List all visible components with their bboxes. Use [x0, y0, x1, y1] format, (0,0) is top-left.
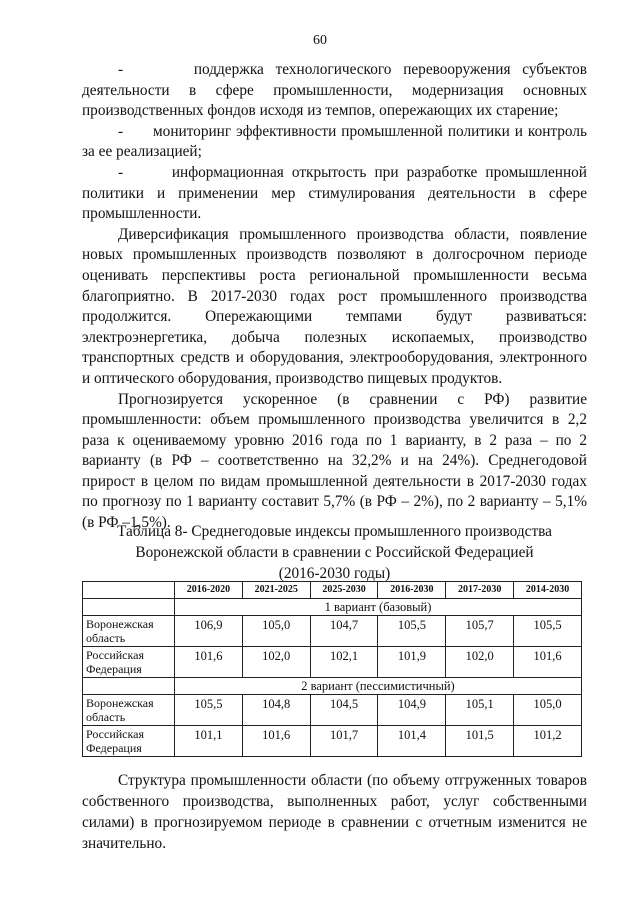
page-number: 60: [313, 33, 327, 48]
value-cell: 105,5: [175, 695, 243, 726]
value-cell: 101,4: [378, 726, 446, 757]
header-cell: 2016-2020: [175, 582, 243, 599]
data-table: [82, 581, 582, 757]
table-row: [83, 726, 582, 757]
value-cell: 101,2: [514, 726, 582, 757]
value-cell: 104,9: [378, 695, 446, 726]
table-row: [83, 616, 582, 647]
paragraph: Прогнозируется ускоренное (в сравнении с РФ) развитие промышленности: объем промышленного производства увеличится в 2,2 раза к оцениваемому уровню 2016 года по 1 варианту, в 2 раза – по 2 варианту (в РФ – соответственно на 32,2% и на 24%). Среднегодовой прирост в целом по видам промышленной деятельности в 2017-2030 годах по прогнозу по 1 варианту составит 5,7% (в РФ – 2%), по 2 варианту – 5,1% (в РФ –1,5%).: [82, 390, 587, 532]
value-cell: 106,9: [175, 616, 243, 647]
value-cell: 101,6: [175, 647, 243, 678]
header-cell: 2016-2030: [378, 582, 446, 599]
body-text: [82, 60, 587, 534]
variant-row: [83, 678, 582, 695]
value-cell: 102,0: [242, 647, 310, 678]
table-row: [83, 647, 582, 678]
value-cell: 101,5: [446, 726, 514, 757]
variant-label: 1 вариант (базовый): [175, 599, 582, 616]
paragraph: Диверсификация промышленного производства области, появление новых промышленных производств позволяют в долгосрочном периоде оценивать перспективы роста региональной промышленности весьма благоприятно. В 2017-2030 годах рост промышленного производства продолжится. Опережающими темпами будут развиваться: электроэнергетика, добыча полезных ископаемых, производство транспортных средств и оборудования, электрооборудования, электронного и оптического оборудования, производство пищевых продуктов.: [82, 225, 587, 387]
caption-line: (2016-2030 годы): [278, 565, 391, 582]
bullet-item: - мониторинг эффективности промышленной политики и контроль за ее реализацией;: [82, 122, 587, 161]
table-header-row: [83, 582, 582, 599]
value-cell: 101,6: [242, 726, 310, 757]
value-cell: 101,7: [310, 726, 378, 757]
closing-paragraph: Структура промышленности области (по объему отгруженных товаров собственного производства, выполненных работ, услуг собственными силами) в прогнозируемом периоде в сравнении с отчетным изменится не значительно.: [82, 772, 587, 852]
value-cell: 105,0: [242, 616, 310, 647]
value-cell: 102,0: [446, 647, 514, 678]
value-cell: 101,9: [378, 647, 446, 678]
header-cell: 2014-2030: [514, 582, 582, 599]
header-cell: 2025-2030: [310, 582, 378, 599]
caption-line: Таблица 8- Среднегодовые индексы промышленного производства: [117, 523, 552, 540]
region-cell: Воронежская область: [83, 695, 175, 726]
value-cell: 101,1: [175, 726, 243, 757]
header-cell-empty: [83, 582, 175, 599]
variant-spacer: [83, 599, 175, 616]
value-cell: 101,6: [514, 647, 582, 678]
table-row: [83, 695, 582, 726]
variant-spacer: [83, 678, 175, 695]
bullet-item: - поддержка технологического перевооружения субъектов деятельности в сфере промышленности, модернизация основных производственных фондов исходя из темпов, опережающих их старение;: [82, 61, 587, 120]
header-cell: 2017-2030: [446, 582, 514, 599]
region-cell: Российская Федерация: [83, 647, 175, 678]
value-cell: 105,5: [378, 616, 446, 647]
caption-line: Воронежской области в сравнении с Российской Федерацией: [135, 544, 534, 561]
variant-label: 2 вариант (пессимистичный): [175, 678, 582, 695]
variant-row: [83, 599, 582, 616]
header-cell: 2021-2025: [242, 582, 310, 599]
value-cell: 102,1: [310, 647, 378, 678]
value-cell: 105,0: [514, 695, 582, 726]
value-cell: 104,5: [310, 695, 378, 726]
bullet-item: - информационная открытость при разработке промышленной политики и применении мер стимулирования деятельности в сфере промышленности.: [82, 163, 587, 223]
value-cell: 104,7: [310, 616, 378, 647]
value-cell: 105,5: [514, 616, 582, 647]
region-cell: Российская Федерация: [83, 726, 175, 757]
table-caption: [82, 521, 587, 584]
value-cell: 105,1: [446, 695, 514, 726]
value-cell: 104,8: [242, 695, 310, 726]
region-cell: Воронежская область: [83, 616, 175, 647]
value-cell: 105,7: [446, 616, 514, 647]
